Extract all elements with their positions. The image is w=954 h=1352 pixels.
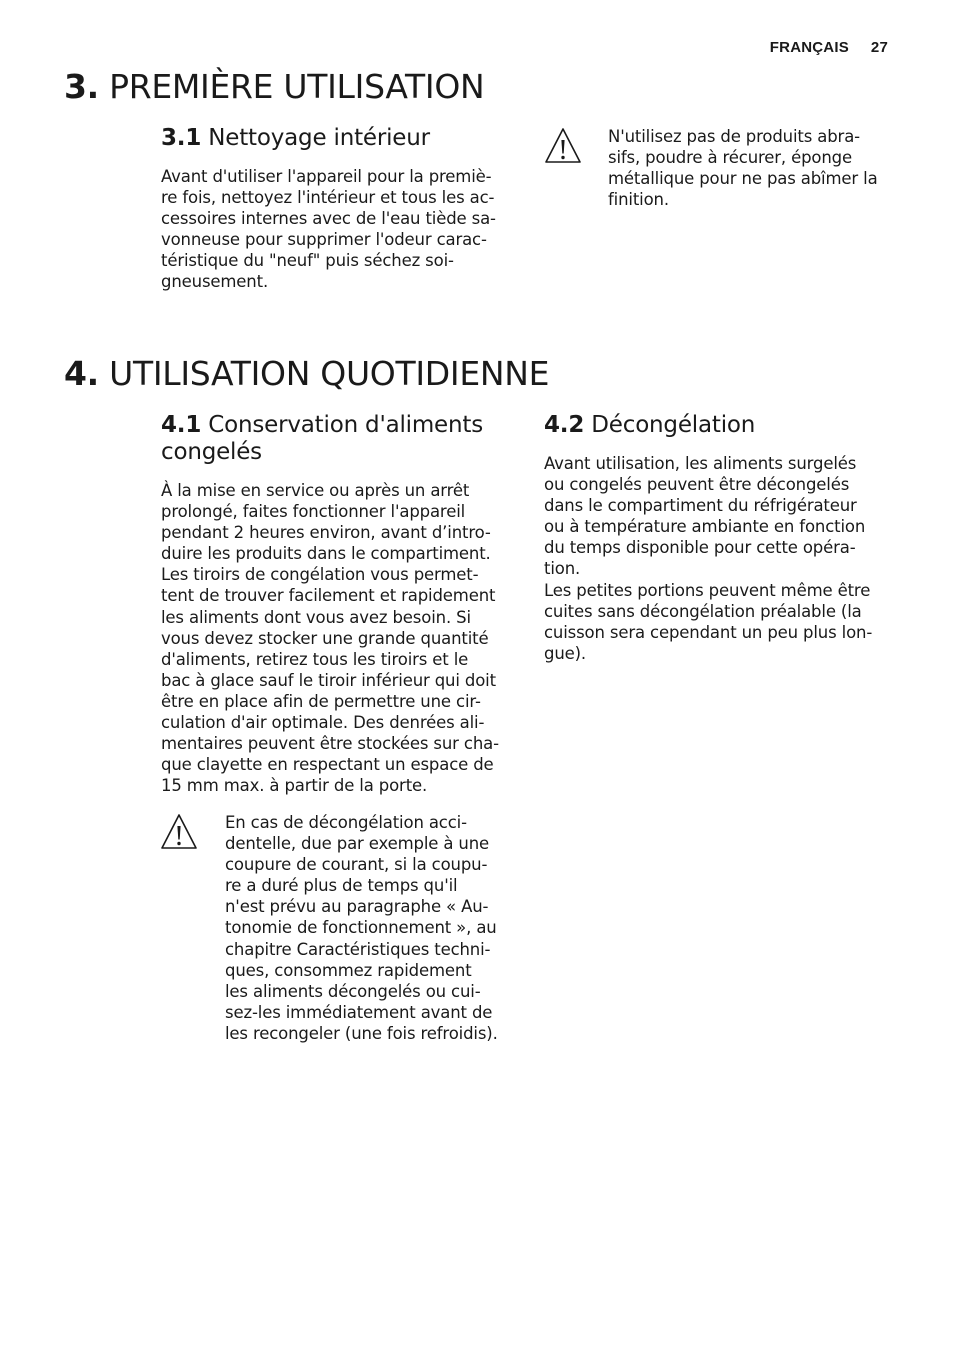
subsection-3-1-text: Avant d'utiliser l'appareil pour la premiè- re fois, nettoyez l'intérieur et tous les ac- cessoires internes avec de l'eau tiède sa- vonneuse pour supprimer l'odeur carac- téristique du "neuf" puis séchez soi- gneusement. [161,167,496,292]
subsection-4-2-heading [544,412,755,439]
warning-triangle-icon [544,127,582,165]
subsection-3-1-heading [161,125,430,152]
warning-triangle-icon [160,813,198,851]
subsection-4-1-number: 4.1 [161,412,202,438]
subsection-3-1-number: 3.1 [161,125,202,151]
section-4-number: 4. [64,354,99,393]
subsection-3-1-title: Nettoyage intérieur [208,125,430,151]
subsection-4-2-number: 4.2 [544,412,585,438]
page-header [770,39,888,56]
subsection-4-2-title: Décongélation [591,412,756,438]
subsection-4-1-text: À la mise en service ou après un arrêt prolongé, faites fonctionner l'appareil pendant 2 heures environ, avant d’intro- duire les produits dans le compartiment. Les tiroirs de congélation vous permet- tent de trouver facilement et rapidement les aliments dont vous avez besoin. Si vous devez stocker une grande quantité d'aliments, retirez tous les tiroirs et le bac à glace sauf le tiroir inférieur qui doit être en place afin de permettre une cir- culation d'air optimale. Des denrées ali- mentaires peuvent être stockées sur cha- que clayette en respectant un espace de 15 mm max. à partir de la porte. [161,481,499,796]
subsection-4-1-title: Conservation d'aliments congelés [161,412,483,465]
header-language: FRANÇAIS [769,39,849,56]
section-3-title: PREMIÈRE UTILISATION [109,67,485,106]
section-4-title: UTILISATION QUOTIDIENNE [109,354,550,393]
subsection-4-2-text: Avant utilisation, les aliments surgelés ou congelés peuvent être décongelés dans le compartiment du réfrigérateur ou à température ambiante en fonction du temps disponible pour cette opéra- tion. Les petites portions peuvent même être cuites sans décongélation préalable (la cuisson sera cependant un peu plus lon- gue). [544,454,873,663]
warning-3-text: N'utilisez pas de produits abra- sifs, poudre à récurer, éponge métallique pour ne pas abîmer la finition. [608,127,878,210]
subsection-4-1-heading [161,412,483,466]
section-3-heading [64,67,484,107]
warning-4-1-text: En cas de décongélation acci- dentelle, due par exemple à une coupure de courant, si la coupu- re a duré plus de temps qu'il n'est prévu au paragraphe « Au- tonomie de fonctionnement », au chapitre Caractéristiques techni- ques, consommez rapidement les aliments décongelés ou cui- sez-les immédiatement avant de les recongeler (une fois refroidis). [225,813,498,1043]
section-3-number: 3. [64,67,99,106]
page-number: 27 [870,39,888,56]
section-4-heading [64,354,549,394]
